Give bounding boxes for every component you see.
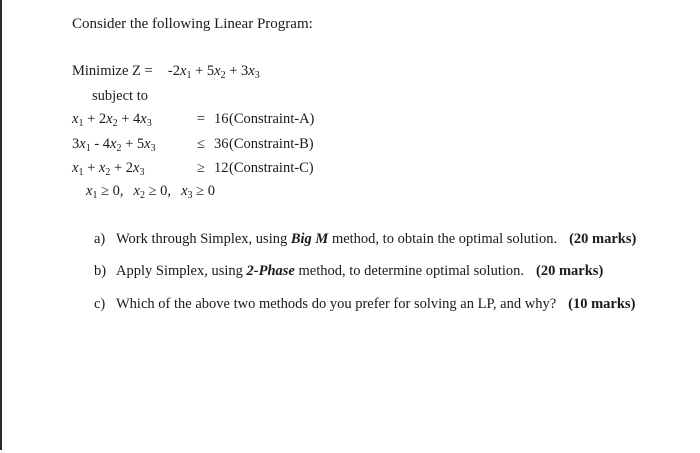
var: x [144,136,151,152]
objective-function [72,64,260,79]
constraint-lhs [72,112,152,127]
question-text [116,264,603,279]
var: x [106,111,113,127]
constraint-rhs: 36 [214,136,229,152]
nonnegativity-term [86,183,124,199]
var: x [72,160,79,176]
question-emphasis: 2-Phase [246,263,295,279]
question-marks: (20 marks) [569,231,637,247]
subscript: 1 [78,118,84,129]
coef: + 3 [225,63,249,79]
var: x [98,160,106,176]
subscript: 2 [112,118,118,129]
var: x [86,183,93,199]
coef: + 4 [117,111,141,127]
constraint-relation: ≥ [197,160,205,176]
subscript: 1 [85,143,91,154]
var: x [140,111,147,127]
coef: - 4 [90,136,111,152]
subject-to: subject to [92,88,148,104]
question-emphasis: Big M [290,231,329,247]
var: x [214,63,221,79]
var: x [110,136,117,152]
objective-label: Minimize Z = [72,63,153,79]
constraint-name: (Constraint-B) [229,136,314,152]
bound: ≥ 0, [144,183,172,199]
var: x [181,183,188,199]
nonnegativity-term [134,183,172,199]
var: x [180,63,187,79]
question-marks: (20 marks) [536,263,604,279]
bound: ≥ 0, [97,183,124,199]
coef: + 2 [110,160,133,176]
var: x [248,63,255,79]
subscript: 2 [116,143,122,154]
constraint-name: (Constraint-C) [229,160,314,176]
coef: -2 [167,63,181,79]
question-letter: b) [94,263,107,279]
coef: + 5 [121,136,145,152]
var: x [133,183,140,199]
question-text [116,232,636,247]
question-post: method, to obtain the optimal solution. [328,231,558,247]
bound: ≥ 0 [192,183,215,199]
constraint-lhs [72,137,156,152]
question-pre: Apply Simplex, using [116,263,247,279]
subscript: 1 [92,190,98,201]
constraint-rhs: 16 [214,111,229,127]
var: x [72,111,79,127]
constraint-name: (Constraint-A) [229,111,315,127]
subscript: 3 [146,118,152,129]
constraint-relation: = [196,111,206,127]
var: x [79,136,86,152]
subscript: 1 [186,70,192,81]
question-text [116,297,635,312]
subscript: 1 [78,167,84,178]
subscript: 3 [150,143,156,154]
left-border [0,0,2,450]
constraint-lhs [72,161,144,176]
subscript: 3 [139,167,145,178]
question-marks: (10 marks) [568,296,636,312]
question-letter: a) [94,231,106,247]
subscript: 2 [220,70,226,81]
nonnegativity-term [181,183,215,199]
subscript: 2 [139,190,145,201]
heading: Consider the following Linear Program: [72,16,313,32]
subscript: 2 [105,167,111,178]
subscript: 3 [187,190,193,201]
coef: + 2 [83,111,107,127]
coef: + [83,160,99,176]
question-post: method, to determine optimal solution. [294,263,525,279]
coef: + 5 [191,63,215,79]
question-letter: c) [94,296,106,312]
question-pre: Work through Simplex, using [116,231,291,247]
question-pre: Which of the above two methods do you prefer for solving an LP, and why? [116,296,557,312]
nonnegativity [86,184,215,199]
constraint-rhs: 12 [214,160,229,176]
coef: 3 [72,136,80,152]
subscript: 3 [254,70,260,81]
constraint-relation: ≤ [197,136,205,152]
var: x [133,160,140,176]
